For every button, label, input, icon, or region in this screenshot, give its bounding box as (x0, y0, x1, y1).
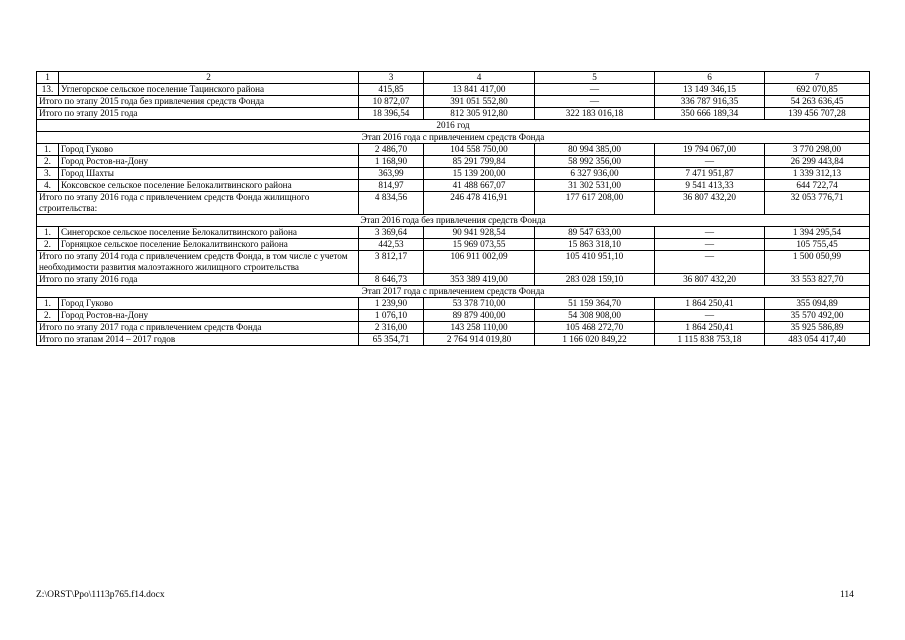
table-row (37, 180, 870, 192)
value-cell: 58 992 356,00 (535, 156, 655, 168)
value-cell: 54 263 636,45 (765, 96, 870, 108)
table-header-row (37, 72, 870, 84)
row-number: 3. (37, 168, 59, 180)
value-cell: 89 879 400,00 (424, 310, 535, 322)
value-cell: 143 258 110,00 (424, 322, 535, 334)
table-row (37, 322, 870, 334)
table-row (37, 274, 870, 286)
value-cell: 104 558 750,00 (424, 144, 535, 156)
value-cell: 8 646,73 (359, 274, 424, 286)
column-header: 6 (655, 72, 765, 84)
row-name: Город Гуково (59, 298, 359, 310)
value-cell: 13 149 346,15 (655, 84, 765, 96)
column-header: 4 (424, 72, 535, 84)
value-cell: — (535, 84, 655, 96)
value-cell: 85 291 799,84 (424, 156, 535, 168)
row-name: Итого по этапам 2014 – 2017 годов (37, 334, 359, 346)
row-number: 2. (37, 156, 59, 168)
value-cell: 35 570 492,00 (765, 310, 870, 322)
section-title: 2016 год (37, 120, 870, 132)
value-cell: 442,53 (359, 239, 424, 251)
value-cell: 336 787 916,35 (655, 96, 765, 108)
row-name: Коксовское сельское поселение Белокалитвинского района (59, 180, 359, 192)
value-cell: 483 054 417,40 (765, 334, 870, 346)
value-cell: 1 864 250,41 (655, 322, 765, 334)
row-name: Итого по этапу 2016 года (37, 274, 359, 286)
footer-file-path: Z:\ORST\Ppo\1113p765.f14.docx (36, 590, 165, 600)
column-header: 2 (59, 72, 359, 84)
value-cell: 53 378 710,00 (424, 298, 535, 310)
value-cell: 18 396,54 (359, 108, 424, 120)
column-header: 3 (359, 72, 424, 84)
section-row (37, 286, 870, 298)
value-cell: 814,97 (359, 180, 424, 192)
row-name: Город Шахты (59, 168, 359, 180)
table-row (37, 84, 870, 96)
value-cell: 35 925 586,89 (765, 322, 870, 334)
section-row (37, 132, 870, 144)
value-cell: 89 547 633,00 (535, 227, 655, 239)
value-cell: 355 094,89 (765, 298, 870, 310)
row-name: Город Ростов-на-Дону (59, 156, 359, 168)
column-header: 1 (37, 72, 59, 84)
value-cell: 1 864 250,41 (655, 298, 765, 310)
row-number: 2. (37, 310, 59, 322)
value-cell: 9 541 413,33 (655, 180, 765, 192)
value-cell: 36 807 432,20 (655, 192, 765, 215)
value-cell: — (655, 251, 765, 274)
value-cell: 2 486,70 (359, 144, 424, 156)
value-cell: 90 941 928,54 (424, 227, 535, 239)
value-cell: 415,85 (359, 84, 424, 96)
data-table (36, 71, 870, 346)
value-cell: 19 794 067,00 (655, 144, 765, 156)
value-cell: 80 994 385,00 (535, 144, 655, 156)
section-row (37, 120, 870, 132)
value-cell: 7 471 951,87 (655, 168, 765, 180)
row-name: Итого по этапу 2014 года с привлечением средств Фонда, в том числе с учетом необходимости развития малоэтажного жилищного строительства (37, 251, 359, 274)
table-row (37, 310, 870, 322)
value-cell: 3 812,17 (359, 251, 424, 274)
value-cell: 350 666 189,34 (655, 108, 765, 120)
value-cell: 3 369,64 (359, 227, 424, 239)
value-cell: 1 339 312,13 (765, 168, 870, 180)
column-header: 5 (535, 72, 655, 84)
row-name: Итого по этапу 2017 года с привлечением средств Фонда (37, 322, 359, 334)
value-cell: 322 183 016,18 (535, 108, 655, 120)
table-row (37, 239, 870, 251)
value-cell: 2 316,00 (359, 322, 424, 334)
row-name: Углегорское сельское поселение Тацинского района (59, 84, 359, 96)
value-cell: 31 302 531,00 (535, 180, 655, 192)
value-cell: 15 863 318,10 (535, 239, 655, 251)
value-cell: 1 239,90 (359, 298, 424, 310)
value-cell: 2 764 914 019,80 (424, 334, 535, 346)
value-cell: 106 911 002,09 (424, 251, 535, 274)
row-name: Горняцкое сельское поселение Белокалитвинского района (59, 239, 359, 251)
table-row (37, 227, 870, 239)
table-row (37, 108, 870, 120)
column-header: 7 (765, 72, 870, 84)
value-cell: 10 872,07 (359, 96, 424, 108)
value-cell: 177 617 208,00 (535, 192, 655, 215)
value-cell: 246 478 416,91 (424, 192, 535, 215)
value-cell: 6 327 936,00 (535, 168, 655, 180)
row-number: 1. (37, 227, 59, 239)
value-cell: 1 168,90 (359, 156, 424, 168)
value-cell: 1 394 295,54 (765, 227, 870, 239)
section-title: Этап 2017 года с привлечением средств Фонда (37, 286, 870, 298)
value-cell: — (535, 96, 655, 108)
table-row (37, 144, 870, 156)
table-row (37, 156, 870, 168)
footer-page-number: 114 (840, 590, 854, 600)
value-cell: 51 159 364,70 (535, 298, 655, 310)
table-row (37, 192, 870, 215)
value-cell: 105 468 272,70 (535, 322, 655, 334)
value-cell: 36 807 432,20 (655, 274, 765, 286)
row-number: 1. (37, 144, 59, 156)
value-cell: 644 722,74 (765, 180, 870, 192)
value-cell: 1 076,10 (359, 310, 424, 322)
value-cell: 139 456 707,28 (765, 108, 870, 120)
value-cell: — (655, 156, 765, 168)
row-number: 4. (37, 180, 59, 192)
table-row (37, 96, 870, 108)
value-cell: 26 299 443,84 (765, 156, 870, 168)
value-cell: 15 969 073,55 (424, 239, 535, 251)
row-name: Итого по этапу 2015 года (37, 108, 359, 120)
value-cell: 65 354,71 (359, 334, 424, 346)
row-name: Итого по этапу 2015 года без привлечения средств Фонда (37, 96, 359, 108)
row-number: 1. (37, 298, 59, 310)
value-cell: — (655, 310, 765, 322)
value-cell: 3 770 298,00 (765, 144, 870, 156)
section-row (37, 215, 870, 227)
value-cell: 391 051 552,80 (424, 96, 535, 108)
value-cell: 363,99 (359, 168, 424, 180)
value-cell: 54 308 908,00 (535, 310, 655, 322)
value-cell: 692 070,85 (765, 84, 870, 96)
row-name: Синегорское сельское поселение Белокалитвинского района (59, 227, 359, 239)
row-number: 13. (37, 84, 59, 96)
value-cell: 15 139 200,00 (424, 168, 535, 180)
table-row (37, 334, 870, 346)
value-cell: 812 305 912,80 (424, 108, 535, 120)
value-cell: 1 500 050,99 (765, 251, 870, 274)
value-cell: 105 410 951,10 (535, 251, 655, 274)
value-cell: — (655, 239, 765, 251)
row-name: Итого по этапу 2016 года с привлечением средств Фонда жилищного строительства: (37, 192, 359, 215)
value-cell: 353 389 419,00 (424, 274, 535, 286)
table-row (37, 168, 870, 180)
value-cell: 33 553 827,70 (765, 274, 870, 286)
value-cell: 4 834,56 (359, 192, 424, 215)
table-row (37, 251, 870, 274)
row-number: 2. (37, 239, 59, 251)
value-cell: 41 488 667,07 (424, 180, 535, 192)
value-cell: — (655, 227, 765, 239)
value-cell: 32 053 776,71 (765, 192, 870, 215)
value-cell: 105 755,45 (765, 239, 870, 251)
value-cell: 1 166 020 849,22 (535, 334, 655, 346)
table-row (37, 298, 870, 310)
section-title: Этап 2016 года без привлечения средств Фонда (37, 215, 870, 227)
row-name: Город Гуково (59, 144, 359, 156)
value-cell: 1 115 838 753,18 (655, 334, 765, 346)
value-cell: 13 841 417,00 (424, 84, 535, 96)
value-cell: 283 028 159,10 (535, 274, 655, 286)
row-name: Город Ростов-на-Дону (59, 310, 359, 322)
section-title: Этап 2016 года с привлечением средств Фонда (37, 132, 870, 144)
